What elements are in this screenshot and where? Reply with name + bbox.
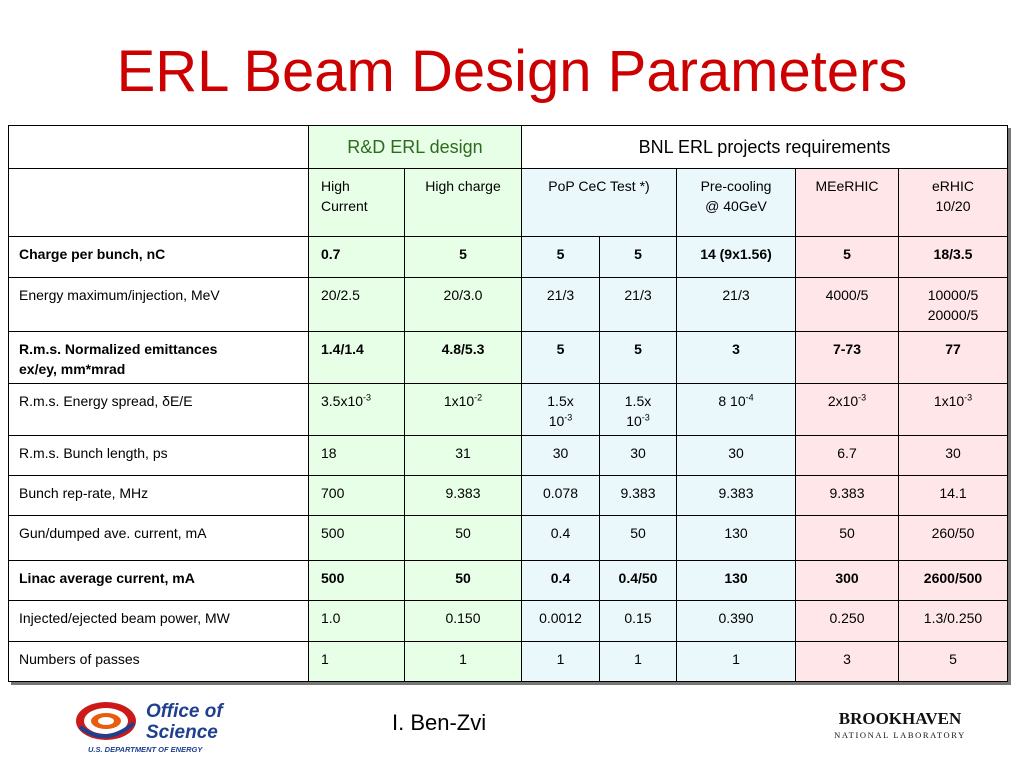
cell: 30	[899, 436, 1008, 476]
cell: 500	[309, 561, 405, 601]
cell: 77	[899, 332, 1008, 384]
cell: 500	[309, 516, 405, 561]
table-row-emittance	[9, 332, 1008, 384]
cell-line2	[527, 411, 594, 431]
cell: 9.383	[600, 476, 677, 516]
col-header-high-charge: High charge	[405, 169, 522, 237]
cell: 20/3.0	[405, 278, 522, 332]
cell: 0.4/50	[600, 561, 677, 601]
bnl-text-line1: BROOKHAVEN	[838, 709, 962, 728]
cell: 14.1	[899, 476, 1008, 516]
cell-line2	[605, 411, 671, 431]
row-label-part-a: R.m.s. Energy spread,	[19, 393, 163, 409]
cell: 4000/5	[796, 278, 899, 332]
cell: 0.078	[522, 476, 600, 516]
col-header-high-current: High Current	[309, 169, 405, 237]
row-label: Bunch rep-rate, MHz	[9, 476, 309, 516]
cell: 5	[600, 332, 677, 384]
cell: 50	[405, 516, 522, 561]
cell: 1.0	[309, 601, 405, 642]
col-header-pre-cooling-line2: @ 40GeV	[705, 198, 767, 214]
row-label	[9, 332, 309, 384]
cell: 31	[405, 436, 522, 476]
doe-emblem-icon	[76, 702, 136, 740]
cell-exponent: -2	[474, 392, 483, 403]
cell	[796, 384, 899, 436]
cell-line2: 20000/5	[927, 307, 979, 323]
cell: 20/2.5	[309, 278, 405, 332]
table-row-energy	[9, 278, 1008, 332]
cell: 0.150	[405, 601, 522, 642]
cell: 3	[677, 332, 796, 384]
cell-mantissa: 2x10	[827, 393, 859, 409]
cell-mantissa: 8 10	[718, 393, 746, 409]
table-row-beam-power	[9, 601, 1008, 642]
doe-text-line1: Office of	[146, 701, 223, 722]
row-label: Injected/ejected beam power, MW	[9, 601, 309, 642]
cell: 1	[405, 642, 522, 682]
cell: 1	[309, 642, 405, 682]
cell: 130	[677, 561, 796, 601]
cell-exponent: -3	[964, 392, 973, 403]
cell-mantissa: 1x10	[443, 393, 475, 409]
cell: 21/3	[522, 278, 600, 332]
parameters-table	[8, 125, 1008, 682]
cell: 6.7	[796, 436, 899, 476]
group-header-row	[9, 126, 1008, 169]
cell: 0.250	[796, 601, 899, 642]
table-row-energy-spread	[9, 384, 1008, 436]
cell: 5	[600, 237, 677, 278]
table-row-bunch-length	[9, 436, 1008, 476]
cell-mantissa: 10	[548, 413, 565, 429]
slide-title: ERL Beam Design Parameters	[116, 39, 908, 104]
cell: 9.383	[796, 476, 899, 516]
cell: 5	[899, 642, 1008, 682]
col-header-erhic	[899, 169, 1008, 237]
table-row-gun-current	[9, 516, 1008, 561]
cell: 5	[405, 237, 522, 278]
cell: 1	[677, 642, 796, 682]
cell: 700	[309, 476, 405, 516]
cell-exponent: -3	[641, 412, 650, 423]
office-of-science-logo	[72, 697, 257, 755]
cell: 9.383	[405, 476, 522, 516]
cell-exponent: -3	[564, 412, 573, 423]
delta-symbol: δ	[162, 393, 170, 409]
row-label: Gun/dumped ave. current, mA	[9, 516, 309, 561]
cell: 14 (9x1.56)	[677, 237, 796, 278]
cell: 50	[796, 516, 899, 561]
cell-exponent: -4	[745, 392, 754, 403]
cell: 0.7	[309, 237, 405, 278]
row-label: Energy maximum/injection, MeV	[9, 278, 309, 332]
cell	[899, 384, 1008, 436]
cell: 9.383	[677, 476, 796, 516]
cell: 0.4	[522, 561, 600, 601]
cell-exponent: -3	[363, 392, 372, 403]
cell: 5	[522, 237, 600, 278]
cell	[899, 278, 1008, 332]
cell: 30	[677, 436, 796, 476]
cell: 18/3.5	[899, 237, 1008, 278]
cell: 30	[522, 436, 600, 476]
row-label: Linac average current, mA	[9, 561, 309, 601]
cell: 7-73	[796, 332, 899, 384]
table-row-linac-current	[9, 561, 1008, 601]
table-row-passes	[9, 642, 1008, 682]
bnl-group-header-text: BNL ERL projects requirements	[638, 136, 891, 157]
cell: 5	[522, 332, 600, 384]
cell-line1: 10000/5	[927, 287, 979, 303]
col-header-pop-cec: PoP CeC Test *)	[522, 169, 677, 237]
cell	[405, 384, 522, 436]
column-header-row	[9, 169, 1008, 237]
col-header-pre-cooling-line1: Pre-cooling	[700, 178, 772, 194]
cell: 50	[600, 516, 677, 561]
cell: 30	[600, 436, 677, 476]
cell-mantissa: 10	[626, 413, 642, 429]
cell: 1	[522, 642, 600, 682]
bnl-group-header	[522, 126, 1008, 169]
cell: 2600/500	[899, 561, 1008, 601]
cell	[522, 384, 600, 436]
row-label-part-b: E/E	[169, 393, 193, 409]
brookhaven-logo	[820, 706, 980, 746]
cell: 0.390	[677, 601, 796, 642]
cell-exponent: -3	[858, 392, 867, 403]
cell: 50	[405, 561, 522, 601]
row-label-line1: R.m.s. Normalized emittances	[19, 341, 218, 357]
col-header-pre-cooling	[677, 169, 796, 237]
author-name: I. Ben-Zvi	[392, 710, 487, 735]
cell-mantissa: 3.5x10	[321, 393, 364, 409]
cell	[600, 384, 677, 436]
cell: 5	[796, 237, 899, 278]
corner-cell	[9, 126, 309, 169]
cell: 130	[677, 516, 796, 561]
col-header-meerhic: MEeRHIC	[796, 169, 899, 237]
doe-text-line2: Science	[146, 722, 218, 743]
rd-group-header-text: R&D ERL design	[347, 136, 483, 157]
row-label: Charge per bunch, nC	[9, 237, 309, 278]
cell-mantissa: 1x10	[933, 393, 965, 409]
cell-line1: 1.5x	[547, 393, 574, 409]
cell: 0.0012	[522, 601, 600, 642]
table-row-rep-rate	[9, 476, 1008, 516]
doe-text-line3: U.S. DEPARTMENT OF ENERGY	[88, 745, 203, 754]
row-label-line2: ex/ey, mm*mrad	[19, 361, 126, 377]
cell: 0.15	[600, 601, 677, 642]
cell: 3	[796, 642, 899, 682]
cell: 21/3	[677, 278, 796, 332]
cell: 260/50	[899, 516, 1008, 561]
cell: 4.8/5.3	[405, 332, 522, 384]
cell: 300	[796, 561, 899, 601]
cell: 1	[600, 642, 677, 682]
row-label	[9, 384, 309, 436]
cell: 0.4	[522, 516, 600, 561]
cell-line1: 1.5x	[624, 393, 652, 409]
table-row-charge	[9, 237, 1008, 278]
corner-cell-2	[9, 169, 309, 237]
cell: 18	[309, 436, 405, 476]
cell	[677, 384, 796, 436]
cell: 21/3	[600, 278, 677, 332]
col-header-erhic-line2: 10/20	[935, 198, 971, 214]
col-header-erhic-line1: eRHIC	[931, 178, 974, 194]
cell	[309, 384, 405, 436]
cell: 1.4/1.4	[309, 332, 405, 384]
row-label: R.m.s. Bunch length, ps	[9, 436, 309, 476]
row-label: Numbers of passes	[9, 642, 309, 682]
rd-group-header	[309, 126, 522, 169]
bnl-text-line2: NATIONAL LABORATORY	[834, 730, 966, 740]
cell: 1.3/0.250	[899, 601, 1008, 642]
